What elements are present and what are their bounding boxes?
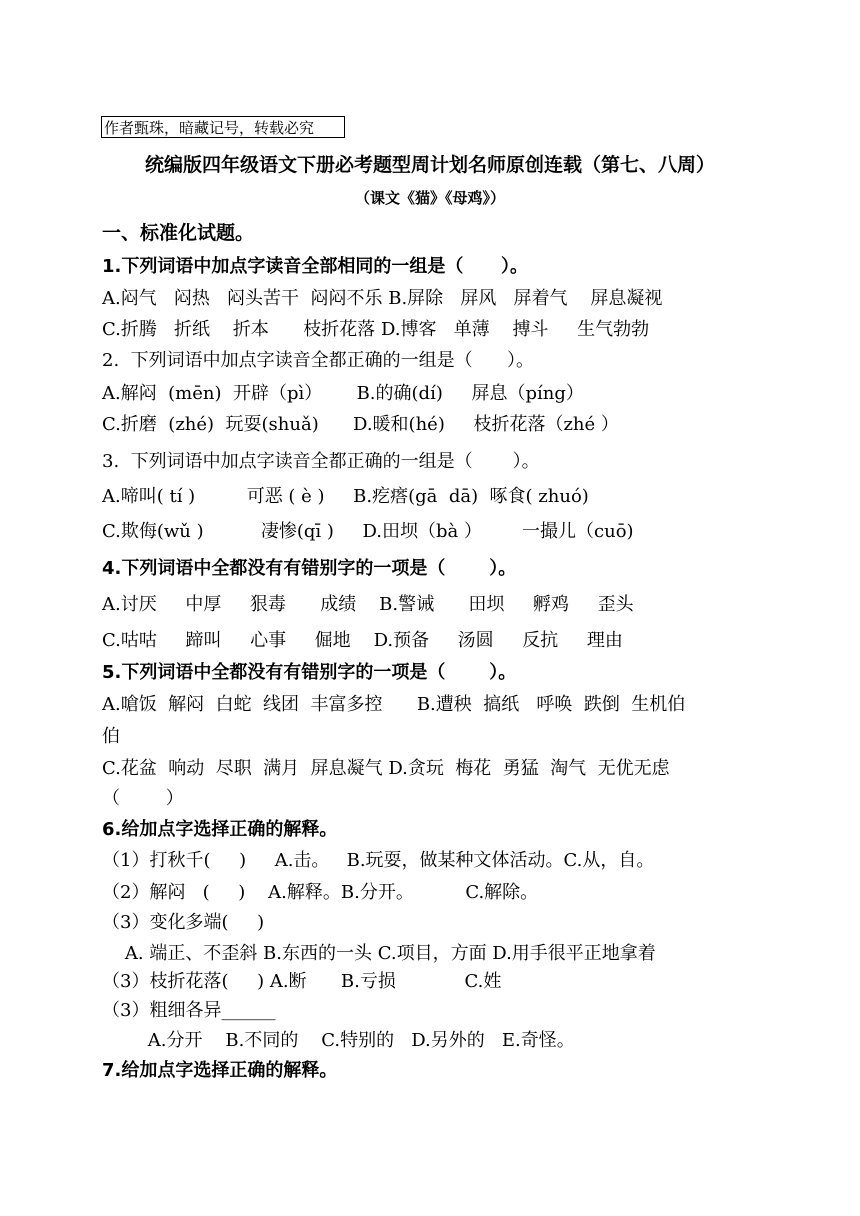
q2-options-ab: A.解闷 (mēn) 开辟（pì） B.的确(dí) 屏息（píng）	[102, 383, 584, 404]
watermark-box: 作者甄珠，暗藏记号，转载必究	[101, 116, 345, 138]
q1-options-cd: C.折腾 折纸 折本 枝折花落 D.博客 单薄 搏斗 生气勃勃	[102, 319, 650, 340]
page-title: 统编版四年级语文下册必考题型周计划名师原创连载（第七、八周）	[144, 154, 715, 176]
q1-options-ab: A.闷气 闷热 闷头苦干 闷闷不乐 B.屏除 屏风 屏着气 屏息凝视	[102, 288, 663, 309]
q6-item-4: （3）枝折花落( ) A.断 B.亏损 C.姓	[102, 971, 502, 992]
q5-options-ab: A.嗆饭 解闷 白蛇 线团 丰富多控 B.遭秧 搞纸 呼唤 跌倒 生机伯	[102, 694, 686, 715]
q2-options-cd: C.折磨 (zhé) 玩耍(shuǎ) D.暖和(hé) 枝折花落（zhé ）	[102, 414, 619, 435]
question-5: 5.下列词语中全都没有有错别字的一项是（ ）。	[102, 662, 517, 683]
q6-item-5-options: A.分开 B.不同的 C.特别的 D.另外的 E.奇怪。	[102, 1030, 575, 1051]
q5-options-cd: C.花盆 响动 尽职 满月 屏息凝气 D.贪玩 梅花 勇猛 淘气 无优无虑	[102, 758, 670, 779]
question-7: 7.给加点字选择正确的解释。	[102, 1060, 338, 1081]
question-1: 1.下列词语中加点字读音全部相同的一组是（ ）。	[102, 256, 528, 277]
question-4: 4.下列词语中全都没有有错别字的一项是（ ）。	[102, 558, 517, 579]
q3-options-ab: A.啼叫( tí ) 可恶 ( è ) B.疙瘩(gā dā) 啄食( zhuó)	[102, 486, 589, 507]
q6-item-3-options: A. 端正、不歪斜 B.东西的一头 C.项目，方面 D.用手很平正地拿着	[102, 943, 656, 964]
question-6: 6.给加点字选择正确的解释。	[102, 819, 338, 840]
q6-item-1: （1）打秋千( ) A.击。 B.玩耍，做某种文体活动。C.从，自。	[102, 850, 655, 871]
question-3: 3. 下列词语中加点字读音全都正确的一组是（ ）。	[102, 451, 540, 472]
q4-options-ab: A.讨厌 中厚 狠毒 成绩 B.警诫 田坝 孵鸡 歪头	[102, 594, 634, 615]
q4-options-cd: C.咕咕 蹄叫 心事 倔地 D.预备 汤圆 反抗 理由	[102, 630, 623, 651]
page-subtitle: （课文《猫》《母鸡》）	[354, 189, 505, 207]
q3-options-cd: C.欺侮(wǔ ) 凄惨(qī ) D.田坝（bà ） 一撮儿（cuō)	[102, 521, 634, 542]
q6-item-3: （3）变化多端( )	[102, 912, 265, 933]
q5-answer-blank: （ ）	[102, 788, 184, 809]
q6-item-2: （2）解闷 ( ) A.解释。B.分开。 C.解除。	[102, 882, 539, 903]
q6-item-5: （3）粗细各异______	[102, 1000, 276, 1021]
question-2: 2. 下列词语中加点字读音全都正确的一组是（ ）。	[102, 350, 534, 371]
section-heading: 一、标准化试题。	[102, 222, 255, 244]
q5-options-ab-wrap: 伯	[102, 726, 120, 747]
